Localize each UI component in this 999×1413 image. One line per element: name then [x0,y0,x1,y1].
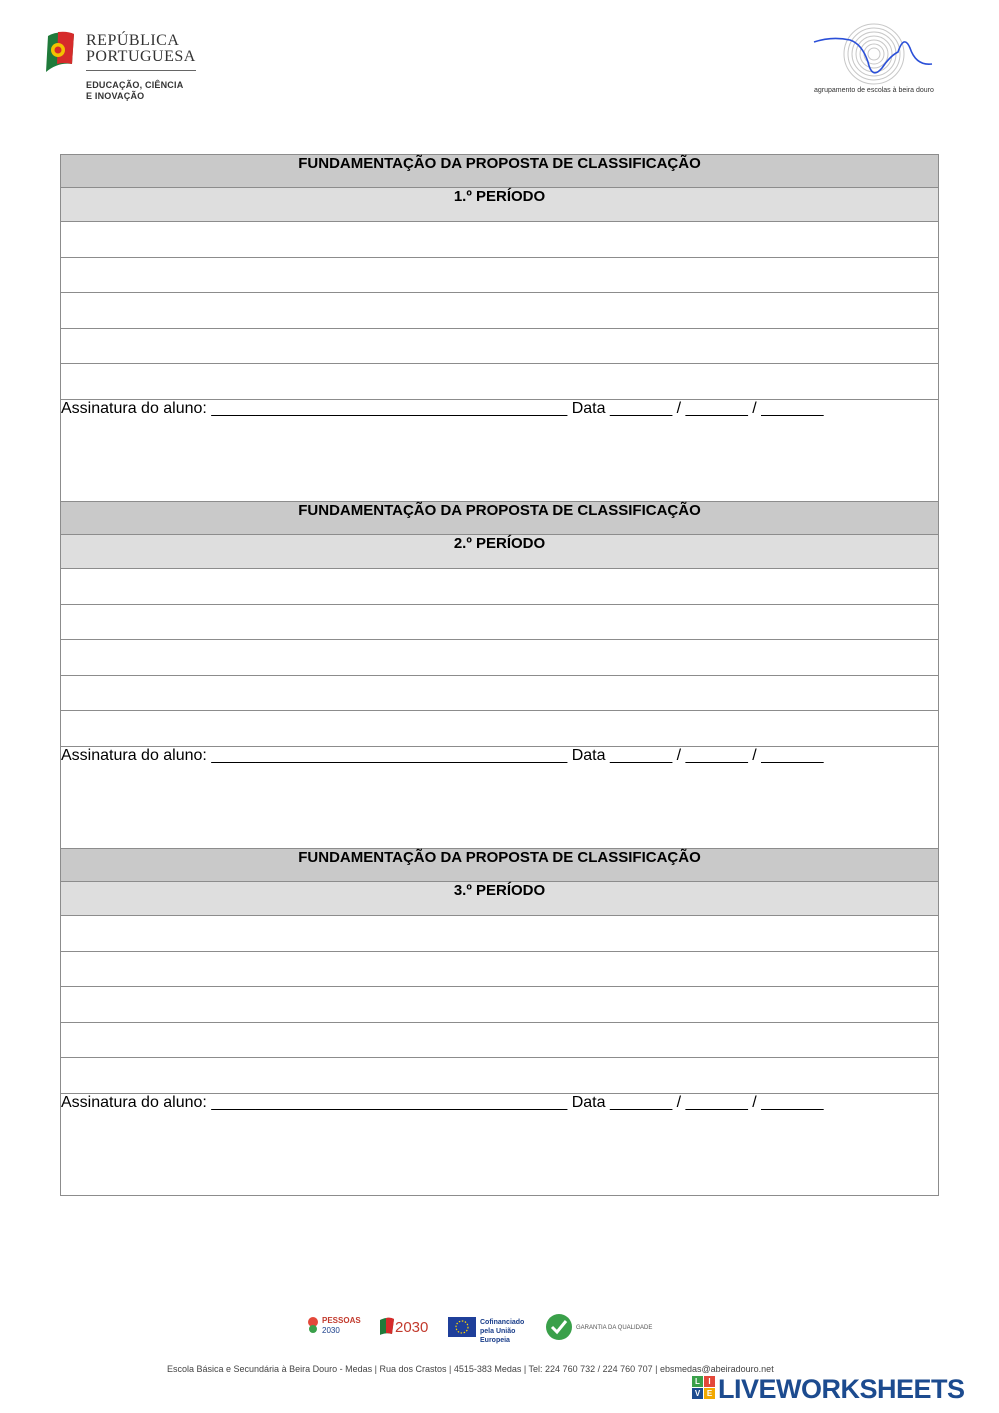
fingerprint-river-icon [812,22,937,86]
funding-logos [305,1312,685,1354]
answer-line[interactable] [61,640,939,676]
answer-line[interactable] [61,1058,939,1094]
gov-subtitle-line2: E INOVAÇÃO [86,91,145,101]
school-logo [812,22,937,102]
answer-line[interactable] [61,675,939,711]
footer-address: Escola Básica e Secundária à Beira Douro - Medas | Rua dos Crastos | 4515-383 Medas | Tel: 224 760 732 / 224 760 707 | ebsmedas@abeiradouro.net [167,1364,774,1374]
brand-square-icon: I [704,1376,715,1387]
section-1-title: FUNDAMENTAÇÃO DA PROPOSTA DE CLASSIFICAÇÃO [61,155,939,188]
section-1-signature[interactable]: Assinatura do aluno: ________________________________________ Data _______ / _______ / _______ [61,399,939,501]
portugal-2030-label: 2030 [395,1319,429,1336]
portugal-2030-icon [378,1316,396,1336]
pessoas-label: PESSOAS [322,1316,361,1325]
section-3-title: FUNDAMENTAÇÃO DA PROPOSTA DE CLASSIFICAÇÃO [61,848,939,881]
section-2-signature[interactable]: Assinatura do aluno: ________________________________________ Data _______ / _______ / _______ [61,746,939,848]
republica-portuguesa-logo [44,30,214,105]
pessoas-year: 2030 [322,1326,340,1335]
answer-line[interactable] [61,1022,939,1058]
answer-line[interactable] [61,222,939,258]
school-caption: agrupamento de escolas à beira douro [814,87,934,94]
section-3-period: 3.º PERÍODO [61,881,939,915]
answer-line[interactable] [61,604,939,640]
brand-square-icon: E [704,1388,715,1399]
eu-cofinanced-label: Cofinanciado pela União Europeia [480,1319,525,1344]
answer-line[interactable] [61,257,939,293]
brand-square-icon: V [692,1388,703,1399]
answer-line[interactable] [61,987,939,1023]
section-3-signature[interactable]: Assinatura do aluno: ________________________________________ Data _______ / _______ / _______ [61,1093,939,1195]
section-1-period: 1.º PERÍODO [61,188,939,222]
eu-flag-icon [448,1317,476,1337]
classification-form-table [60,154,939,1196]
answer-line[interactable] [61,293,939,329]
gov-divider [86,70,196,71]
brand-square-icon: L [692,1376,703,1387]
quality-label: GARANTIA DA QUALIDADE [576,1325,653,1331]
answer-line[interactable] [61,568,939,604]
pessoas-logo-icon [305,1316,321,1334]
gov-title-line1: REPÚBLICA [86,32,180,49]
answer-line[interactable] [61,951,939,987]
answer-line[interactable] [61,711,939,747]
answer-line[interactable] [61,364,939,400]
gov-subtitle-line1: EDUCAÇÃO, CIÊNCIA [86,80,184,90]
answer-line[interactable] [61,915,939,951]
portugal-flag-icon [44,30,78,74]
gov-title-line2: PORTUGUESA [86,48,196,65]
quality-check-icon [545,1313,573,1341]
answer-line[interactable] [61,328,939,364]
section-2-period: 2.º PERÍODO [61,534,939,568]
brand-wordmark: LIVEWORKSHEETS [718,1374,965,1404]
section-2-title: FUNDAMENTAÇÃO DA PROPOSTA DE CLASSIFICAÇÃO [61,501,939,534]
